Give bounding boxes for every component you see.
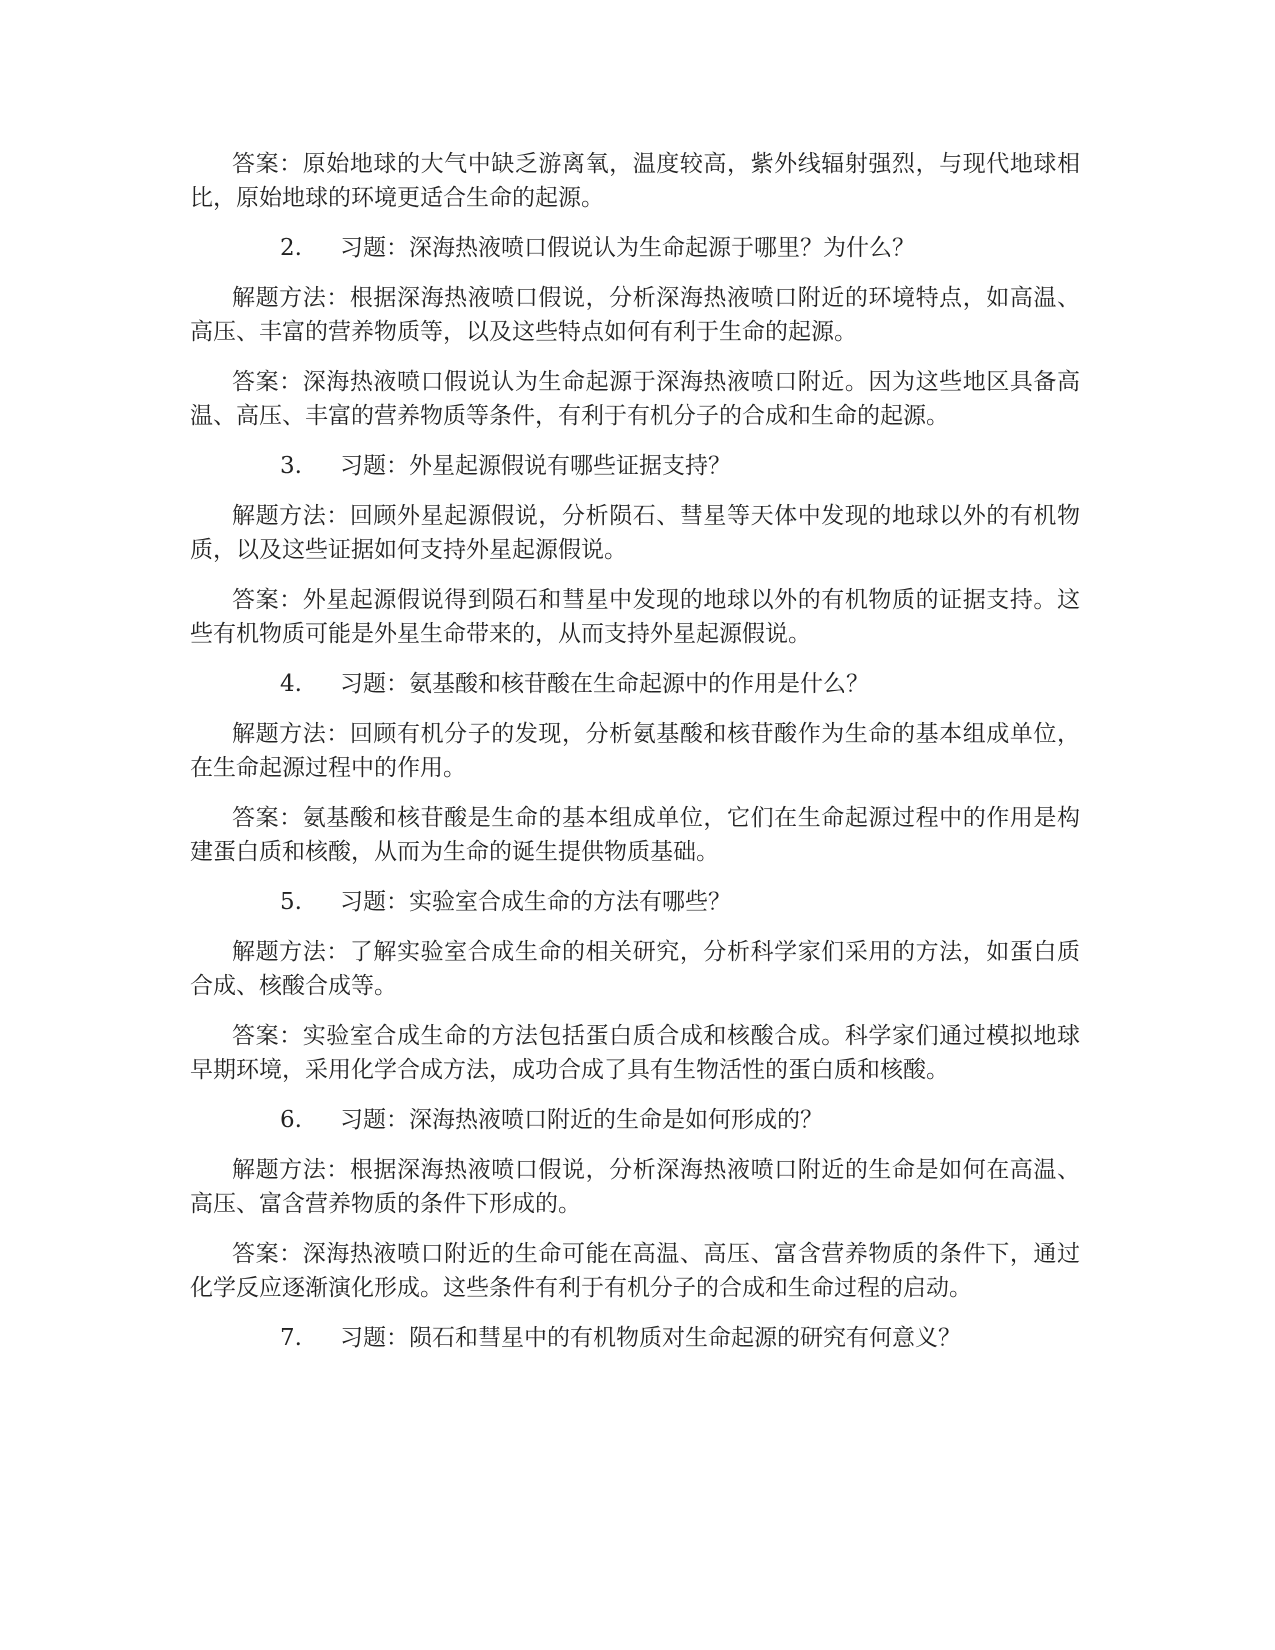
question-6 — [190, 1103, 1080, 1137]
answer-5: 答案：实验室合成生命的方法包括蛋白质合成和核酸合成。科学家们通过模拟地球早期环境，采用化学合成方法，成功合成了具有生物活性的蛋白质和核酸。 — [190, 1023, 1080, 1083]
answer-3: 答案：外星起源假说得到陨石和彗星中发现的地球以外的有机物质的证据支持。这些有机物质可能是外星生命带来的，从而支持外星起源假说。 — [190, 587, 1080, 647]
question-5 — [190, 885, 1080, 919]
method-2: 解题方法：根据深海热液喷口假说，分析深海热液喷口附近的环境特点，如高温、高压、丰富的营养物质等，以及这些特点如何有利于生命的起源。 — [190, 285, 1080, 345]
answer-6: 答案：深海热液喷口附近的生命可能在高温、高压、富含营养物质的条件下，通过化学反应逐渐演化形成。这些条件有利于有机分子的合成和生命过程的启动。 — [190, 1241, 1080, 1301]
answer-4: 答案：氨基酸和核苷酸是生命的基本组成单位，它们在生命起源过程中的作用是构建蛋白质和核酸，从而为生命的诞生提供物质基础。 — [190, 805, 1080, 865]
question-7 — [190, 1321, 1080, 1355]
method-4: 解题方法：回顾有机分子的发现，分析氨基酸和核苷酸作为生命的基本组成单位，在生命起源过程中的作用。 — [190, 721, 1080, 781]
method-5: 解题方法：了解实验室合成生命的相关研究，分析科学家们采用的方法，如蛋白质合成、核酸合成等。 — [190, 939, 1080, 999]
question-number: 2. — [280, 235, 302, 261]
question-text: 习题：深海热液喷口附近的生命是如何形成的？ — [340, 1107, 823, 1133]
question-number: 6. — [280, 1107, 302, 1133]
question-text: 习题：陨石和彗星中的有机物质对生命起源的研究有何意义？ — [340, 1325, 961, 1351]
method-6: 解题方法：根据深海热液喷口假说，分析深海热液喷口附近的生命是如何在高温、高压、富含营养物质的条件下形成的。 — [190, 1157, 1080, 1217]
question-number: 3. — [280, 453, 302, 479]
question-number: 4. — [280, 671, 302, 697]
method-3: 解题方法：回顾外星起源假说，分析陨石、彗星等天体中发现的地球以外的有机物质，以及这些证据如何支持外星起源假说。 — [190, 503, 1080, 563]
question-text: 习题：外星起源假说有哪些证据支持？ — [340, 453, 731, 479]
question-text: 习题：氨基酸和核苷酸在生命起源中的作用是什么？ — [340, 671, 869, 697]
document-page — [190, 147, 1080, 1371]
question-3 — [190, 449, 1080, 483]
question-text: 习题：深海热液喷口假说认为生命起源于哪里？为什么？ — [340, 235, 915, 261]
question-number: 5. — [280, 889, 302, 915]
answer-2: 答案：深海热液喷口假说认为生命起源于深海热液喷口附近。因为这些地区具备高温、高压、丰富的营养物质等条件，有利于有机分子的合成和生命的起源。 — [190, 369, 1080, 429]
question-number: 7. — [280, 1325, 302, 1351]
question-4 — [190, 667, 1080, 701]
answer-1: 答案：原始地球的大气中缺乏游离氧，温度较高，紫外线辐射强烈，与现代地球相比，原始地球的环境更适合生命的起源。 — [190, 151, 1080, 211]
question-2 — [190, 231, 1080, 265]
question-text: 习题：实验室合成生命的方法有哪些？ — [340, 889, 731, 915]
